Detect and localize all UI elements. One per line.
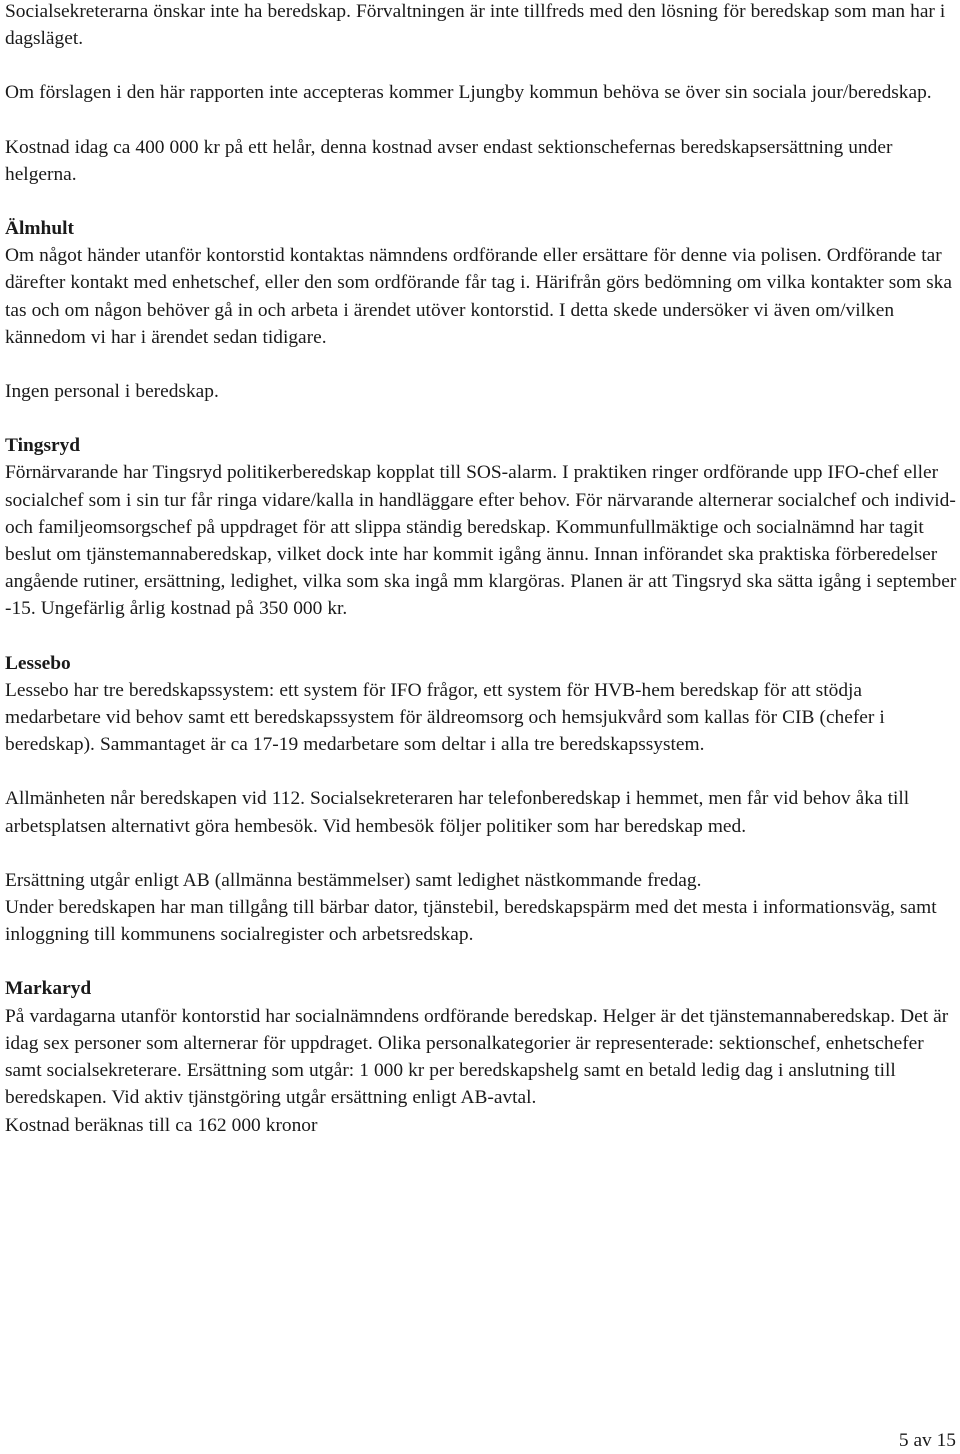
spacer: [5, 840, 960, 867]
section-markaryd: [5, 975, 960, 1138]
spacer: [5, 405, 960, 432]
spacer: [5, 52, 960, 79]
intro-paragraph-3: Kostnad idag ca 400 000 kr på ett helår, denna kostnad avser endast sektionschefernas beredskapsersättning under helgerna.: [5, 136, 893, 185]
section-heading-almhult: Älmhult: [5, 218, 74, 240]
intro-paragraph-2: Om förslagen i den här rapporten inte accepteras kommer Ljungby kommun behöva se över sin sociala jour/beredskap.: [5, 82, 932, 104]
tingsryd-paragraph-1: Förnärvarande har Tingsryd politikerberedskap kopplat till SOS-alarm. I praktiken ringer ordförande upp IFO-chef eller socialchef som i sin tur får ringa vidare/kalla in handläggare efter behov. För närvarande alternerar socialchef och individ- och familjeomsorgschef på uppdraget för att slippa ständig beredskap. Kommunfullmäktige och socialnämnd har tagit beslut om tjänstemannaberedskap, vilket dock inte har kommit igång ännu. Innan införandet ska praktiska förberedelser angående rutiner, ersättning, ledighet, vilka som ska ingå mm klargöras. Planen är att Tingsryd ska sätta igång i september -15. Ungefärlig årlig kostnad på 350 000 kr.: [5, 462, 957, 620]
markaryd-paragraph-2: Kostnad beräknas till ca 162 000 kronor: [5, 1114, 318, 1136]
section-tingsryd: [5, 432, 960, 622]
lessebo-paragraph-2: Allmänheten når beredskapen vid 112. Socialsekreteraren har telefonberedskap i hemmet, men får vid behov åka till arbetsplatsen alternativt göra hembesök. Vid hembesök följer politiker som har beredskap med.: [5, 788, 910, 837]
section-heading-markaryd: Markaryd: [5, 978, 92, 1000]
markaryd-paragraph-1: På vardagarna utanför kontorstid har socialnämndens ordförande beredskap. Helger är det tjänstemannaberedskap. Det är idag sex personer som alternerar för uppdraget. Olika personalkategorier är representerade: sektionschef, enhetschefer samt socialsekreterare. Ersättning som utgår: 1 000 kr per beredskapshelg samt en betald ledig dag i anslutning till beredskapen. Vid aktiv tjänstgöring utgår ersättning enligt AB-avtal.: [5, 1005, 949, 1109]
page-number: 5 av 15: [898, 1430, 956, 1451]
section-heading-lessebo: Lessebo: [5, 652, 71, 674]
spacer: [5, 188, 960, 215]
document-page: [5, 0, 960, 1139]
lessebo-paragraph-1: Lessebo har tre beredskapssystem: ett system för IFO frågor, ett system för HVB-hem beredskap för att stödja medarbetare vid behov samt ett beredskapssystem för äldreomsorg och hemsjukvård som kallas för CIB (chefer i beredskap). Sammantaget är ca 17-19 medarbetare som deltar i alla tre beredskapssystem.: [5, 679, 885, 756]
lessebo-paragraph-3: Ersättning utgår enligt AB (allmänna bestämmelser) samt ledighet nästkommande fredag.: [5, 869, 702, 891]
almhult-paragraph-1: Om något händer utanför kontorstid kontaktas nämndens ordförande eller ersättare för denne via polisen. Ordförande tar därefter kontakt med enhetschef, eller den som ordförande får tag i. Härifrån görs bedömning om vilka kontakter som ska tas och om någon behöver gå in och arbeta i ärendet utöver kontorstid. I detta skede undersöker vi även om/vilken kännedom vi har i ärendet sedan tidigare.: [5, 245, 952, 348]
section-almhult: [5, 215, 960, 405]
almhult-paragraph-2: Ingen personal i beredskap.: [5, 381, 219, 403]
spacer: [5, 623, 960, 650]
intro-paragraph-1: Socialsekreterarna önskar inte ha beredskap. Förvaltningen är inte tillfreds med den lösning för beredskap som man har i dagsläget.: [5, 1, 946, 50]
spacer: [5, 107, 960, 134]
spacer: [5, 948, 960, 975]
section-lessebo: [5, 650, 960, 949]
spacer: [5, 351, 960, 378]
section-heading-tingsryd: Tingsryd: [5, 435, 81, 457]
lessebo-paragraph-4: Under beredskapen har man tillgång till bärbar dator, tjänstebil, beredskapspärm med det mesta i informationsväg, samt inloggning till kommunens socialregister och arbetsredskap.: [5, 897, 937, 946]
spacer: [5, 758, 960, 785]
